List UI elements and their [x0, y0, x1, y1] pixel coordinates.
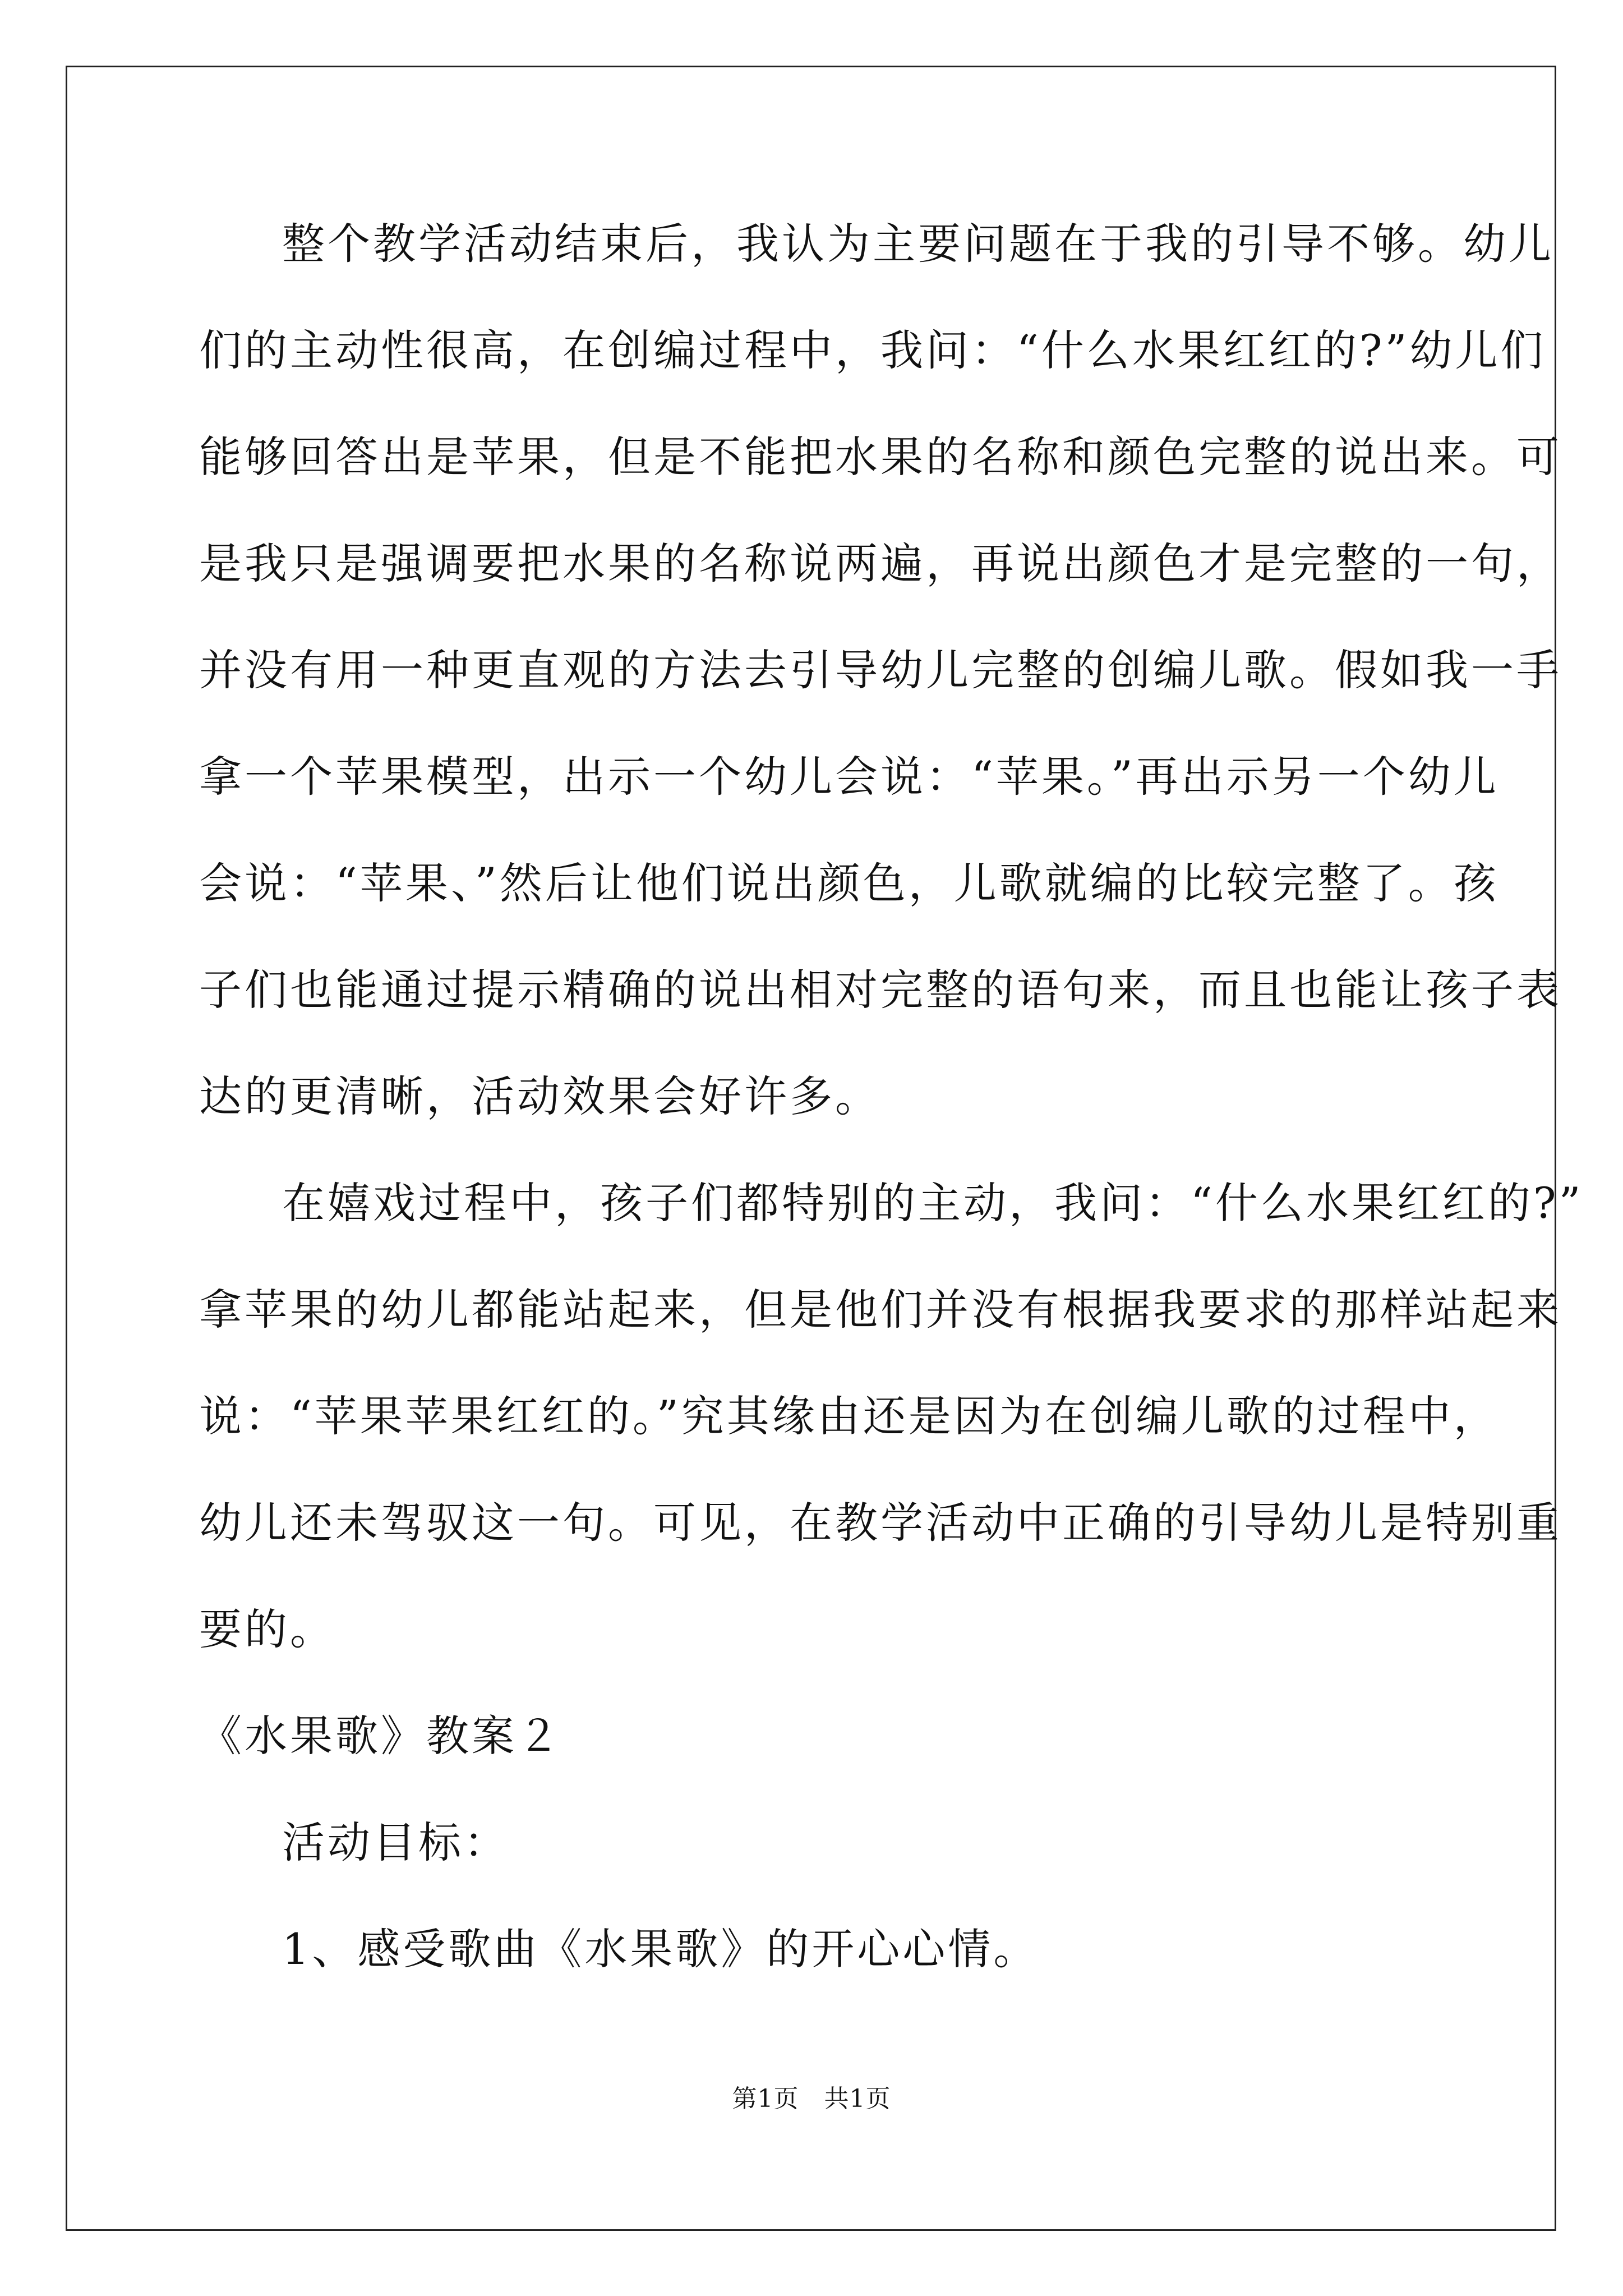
paragraph-1-line-1: 整个教学活动结束后，我认为主要问题在于我的引导不够。幼儿	[282, 219, 1554, 269]
page-frame	[66, 66, 1556, 2231]
paragraph-1-line-7: 会说：“苹果、”然后让他们说出颜色，儿歌就编的比较完整了。孩	[199, 858, 1499, 908]
paragraph-2-line-5: 要的。	[199, 1604, 335, 1654]
goals-subheading: 活动目标：	[282, 1818, 509, 1867]
paragraph-1-line-4: 是我只是强调要把水果的名称说两遍，再说出颜色才是完整的一句，	[199, 539, 1562, 588]
paragraph-1-line-6: 拿一个苹果模型，出示一个幼儿会说：“苹果。”再出示另一个幼儿	[199, 752, 1499, 802]
paragraph-1-line-2: 们的主动性很高，在创编过程中，我问：“什么水果红红的?”幼儿们	[199, 325, 1546, 375]
paragraph-1-line-8: 子们也能通过提示精确的说出相对完整的语句来，而且也能让孩子表	[199, 965, 1562, 1015]
paragraph-2-line-4: 幼儿还未驾驭这一句。可见，在教学活动中正确的引导幼儿是特别重	[199, 1498, 1562, 1548]
section-heading: 《水果歌》教案２	[199, 1711, 562, 1761]
paragraph-1-line-5: 并没有用一种更直观的方法去引导幼儿完整的创编儿歌。假如我一手	[199, 645, 1562, 695]
paragraph-2-line-3: 说：“苹果苹果红红的。”究其缘由还是因为在创编儿歌的过程中，	[199, 1391, 1499, 1441]
goal-item-1: 1、感受歌曲《水果歌》的开心心情。	[282, 1924, 1039, 1974]
page-number-footer: 第1页 共1页	[732, 2085, 891, 2113]
paragraph-2-line-1: 在嬉戏过程中，孩子们都特别的主动，我问：“什么水果红红的?”	[282, 1178, 1584, 1228]
paragraph-1-line-3: 能够回答出是苹果，但是不能把水果的名称和颜色完整的说出来。可	[199, 432, 1562, 482]
paragraph-1-line-9: 达的更清晰，活动效果会好许多。	[199, 1071, 880, 1121]
paragraph-2-line-2: 拿苹果的幼儿都能站起来，但是他们并没有根据我要求的那样站起来	[199, 1285, 1562, 1335]
